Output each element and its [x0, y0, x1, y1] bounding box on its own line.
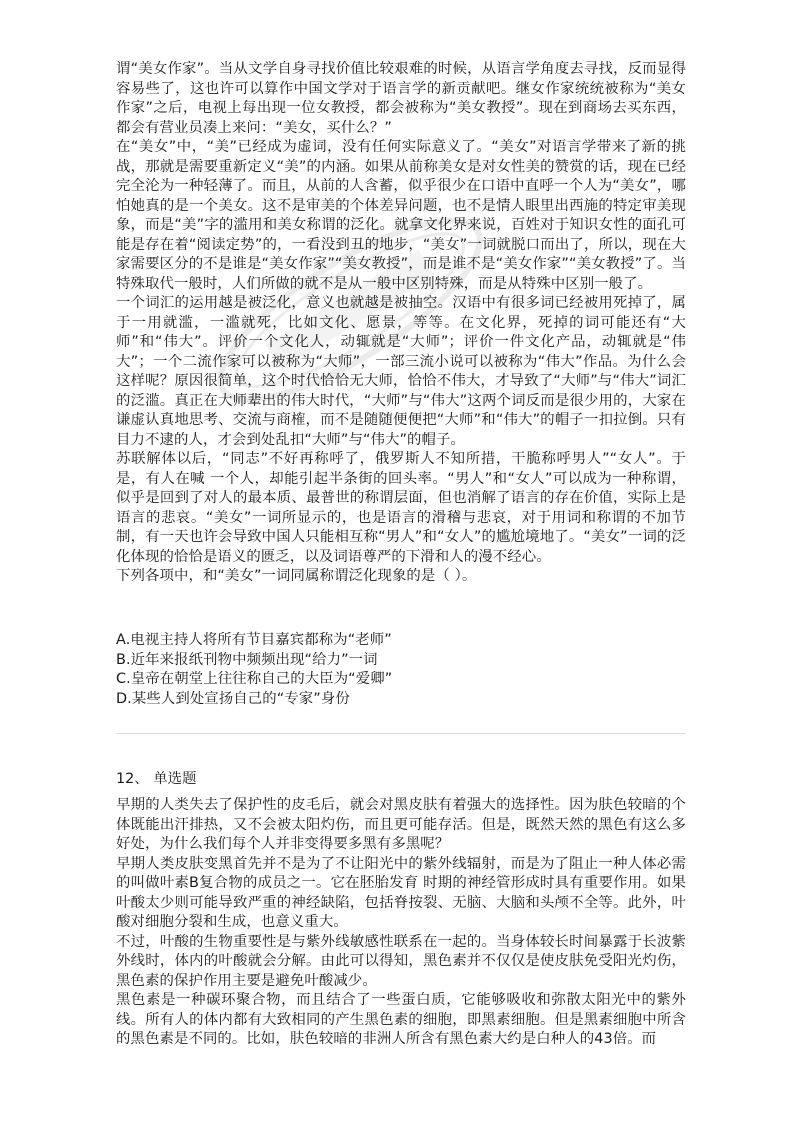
option-d[interactable]: D.某些人到处宣扬自己的“专家”身份: [116, 690, 350, 707]
option-c[interactable]: C.皇帝在朝堂上往往称自己的大臣为“爱卿”: [116, 671, 393, 687]
passage-paragraph-2: 在“美女”中，“美”已经成为虚词，没有任何实际意义了。“美女”对语言学带来了新的挑战，那就是需要重新定义“美”的内涵。如果从前称美女是对女性美的赞赏的话，现在已经完全沦为一种轻薄了。而且，从前的人含蓄，似乎很少在口语中直呼一个人为“美女”，哪怕她真的是一个美女。这不是审美的个体差异问题，也不是情人眼里出西施的特定审美现象，而是“美”字的滥用和美女称谓的泛化。就拿文化界来说，百姓对于知识女性的面孔可能是存在着“阅读定势”的，一看没到丑的地步，“美女”一词就脱口而出了，所以，现在大家需要区分的不是谁是“美女作家”“美女教授”，而是谁不是“美女作家”“美女教授”了。当特殊取代一般时，人们所做的就不是从一般中区别特殊，而是从特殊中区别一般了。: [116, 139, 686, 292]
question-12-passage: [116, 796, 686, 1050]
reading-passage: [116, 60, 686, 587]
section-divider: [116, 733, 686, 734]
q12-paragraph-3: 不过，叶酸的生物重要性是与紫外线敏感性联系在一起的。当身体较长时间暴露于长波紫外线时，体内的叶酸就会分解。由此可以得知，黑色素并不仅仅是使皮肤免受阳光灼伤，黑色素的保护作用主要是避免叶酸减少。: [116, 933, 686, 989]
q12-paragraph-4: 黑色素是一种碳环聚合物，而且结合了一些蛋白质，它能够吸收和弥散太阳光中的紫外线。所有人的体内都有大致相同的产生黑色素的细胞，即黑素细胞。但是黑素细胞中所含的黑色素是不同的。比如，肤色较暗的非洲人所含有黑色素大约是白种人的43倍。而: [116, 992, 686, 1047]
option-a[interactable]: A.电视主持人将所有节目嘉宾都称为“老师”: [116, 632, 392, 648]
passage-paragraph-1: 谓“美女作家”。当从文学自身寻找价值比较艰难的时候，从语言学角度去寻找，反而显得容易些了，这也许可以算作中国文学对于语言学的新贡献吧。继女作家统统被称为“美女作家”之后，电视上每出现一位女教授，都会被称为“美女教授”。现在到商场去买东西，都会有营业员凑上来问：“美女，买什么？”: [116, 61, 686, 136]
q12-paragraph-1: 早期的人类失去了保护性的皮毛后，就会对黑皮肤有着强大的选择性。因为肤色较暗的个体既能出汗排热，又不会被太阳灼伤，而且更可能存活。但是，既然天然的黑色有这么多好处，为什么我们每个人并非变得要多黑有多黑呢？: [116, 797, 686, 852]
question-header: [116, 770, 196, 790]
passage-paragraph-4: 苏联解体以后，“同志”不好再称呼了，俄罗斯人不知所措，干脆称呼男人”“女人”。于是，有人在喊 一个人，却能引起半条街的回头率。“男人”和“女人”可以成为一种称谓，似乎是回到了对人的最本质、最普世的称谓层面，但也消解了语言的存在价值，实际上是语言的悲哀。“美女”一词所显示的，也是语言的滑稽与悲哀，对于用词和称谓的不加节制，有一天也许会导致中国人只能相互称“男人”和“女人”的尴尬境地了。“美女”一词的泛化体现的恰恰是语义的匮乏，以及词语尊严的下滑和人的漫不经心。: [116, 451, 686, 565]
passage-paragraph-3: 一个词汇的运用越是被泛化，意义也就越是被抽空。汉语中有很多词已经被用死掉了，属于一用就滥，一滥就死，比如文化、愿景，等等。在文化界，死掉的词可能还有“大师”和“伟大”。评价一个文化人，动辄就是“大师”；评价一件文化产品，动辄就是“伟大”；一个二流作家可以被称为“大师”，一部三流小说可以被称为“伟大”作品。为什么会这样呢？原因很简单，这个时代恰恰无大师，恰恰不伟大，才导致了“大师”与“伟大”词汇的泛滥。真正在大师辈出的伟大时代，“大师”与“伟大”这两个词反而是很少用的，大家在谦虚认真地思考、交流与商榷，而不是随随便便把“大师”和“伟大”的帽子一扣拉倒。只有目力不逮的人，才会到处乱扣“大师”与“伟大”的帽子。: [116, 295, 686, 448]
q12-paragraph-2: 早期人类皮肤变黑首先并不是为了不让阳光中的紫外线辐射，而是为了阻止一种人体必需的叫做叶素B复合物的成员之一。它在胚胎发育 时期的神经管形成时具有重要作用。如果叶酸太少则可能导致严重的神经缺陷，包括脊按裂、无脑、大脑和头颅不全等。此外，叶酸对细胞分裂和生成，也意义重大。: [116, 855, 686, 930]
question-type: 单选题: [153, 771, 197, 787]
question-number: 12、: [116, 771, 149, 787]
option-b[interactable]: B.近年来报纸刊物中频频出现“给力”一词: [116, 651, 378, 668]
answer-options: [116, 631, 686, 709]
question-stem: 下列各项中，和“美女”一词同属称谓泛化现象的是（ ）。: [116, 568, 477, 584]
